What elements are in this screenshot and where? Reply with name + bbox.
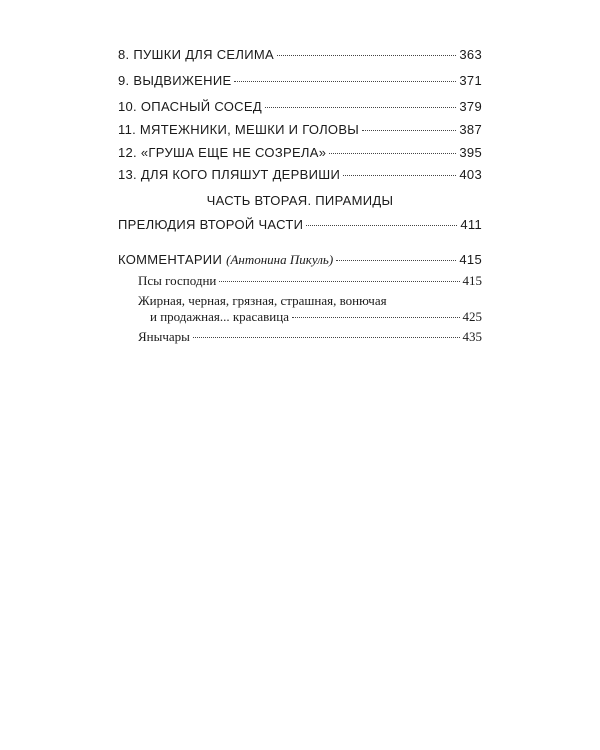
toc-entry-page: 379 bbox=[459, 99, 482, 114]
toc-entry-title: 9. ВЫДВИЖЕНИЕ bbox=[118, 73, 232, 88]
dot-leader bbox=[343, 175, 456, 176]
toc-entry-title: Псы господни bbox=[138, 273, 217, 288]
toc-entry-title: ПРЕЛЮДИЯ ВТОРОЙ ЧАСТИ bbox=[118, 217, 304, 232]
toc-entry-title: Янычары bbox=[138, 329, 190, 344]
dot-leader bbox=[306, 225, 457, 226]
commentary-author: (Антонина Пикуль) bbox=[226, 252, 334, 267]
toc-entry-title: 12. «ГРУША ЕЩЕ НЕ СОЗРЕЛА» bbox=[118, 145, 327, 160]
toc-entry-page: 425 bbox=[462, 309, 482, 324]
toc-entry-title: и продажная... красавица bbox=[150, 309, 289, 324]
toc-subentry-krasavitsa-line1[interactable]: Жирная, черная, грязная, страшная, вонючая bbox=[138, 293, 387, 308]
toc-entry-page: 403 bbox=[459, 167, 482, 182]
dot-leader bbox=[362, 130, 456, 131]
dot-leader bbox=[277, 55, 456, 56]
dot-leader bbox=[193, 337, 460, 338]
toc-entry-chapter-13[interactable] bbox=[118, 166, 482, 184]
toc-entry-prelude[interactable] bbox=[118, 216, 482, 234]
toc-entry-title: 10. ОПАСНЫЙ СОСЕД bbox=[118, 99, 262, 114]
toc-entry-page: 387 bbox=[459, 122, 482, 137]
dot-leader bbox=[219, 281, 459, 282]
toc-entry-page: 395 bbox=[459, 145, 482, 160]
dot-leader bbox=[292, 317, 460, 318]
toc-entry-chapter-11[interactable] bbox=[118, 121, 482, 139]
dot-leader bbox=[329, 153, 456, 154]
toc-entry-title: 13. ДЛЯ КОГО ПЛЯШУТ ДЕРВИШИ bbox=[118, 167, 341, 182]
toc-subentry-yanychary[interactable] bbox=[138, 328, 482, 346]
toc-entry-page: 411 bbox=[460, 217, 482, 232]
toc-subentry-krasavitsa[interactable] bbox=[150, 308, 482, 326]
toc-entry-chapter-10[interactable] bbox=[118, 98, 482, 116]
toc-entry-page: 371 bbox=[459, 73, 482, 88]
toc-entry-page: 435 bbox=[462, 329, 482, 344]
dot-leader bbox=[265, 107, 456, 108]
toc-entry-page: 363 bbox=[459, 47, 482, 62]
toc-entry-title: 11. МЯТЕЖНИКИ, МЕШКИ И ГОЛОВЫ bbox=[118, 122, 360, 137]
toc-entry-title: КОММЕНТАРИИ bbox=[118, 252, 223, 267]
toc-entry-page: 415 bbox=[459, 252, 482, 267]
toc-entry-chapter-8[interactable] bbox=[118, 46, 482, 64]
toc-subentry-psy-gospodni[interactable] bbox=[138, 272, 482, 290]
toc-entry-chapter-9[interactable] bbox=[118, 72, 482, 90]
part-two-heading: ЧАСТЬ ВТОРАЯ. ПИРАМИДЫ bbox=[206, 193, 394, 208]
toc-entry-chapter-12[interactable] bbox=[118, 144, 482, 162]
dot-leader bbox=[234, 81, 456, 82]
toc-entry-title: 8. ПУШКИ ДЛЯ СЕЛИМА bbox=[118, 47, 274, 62]
toc-entry-commentary[interactable] bbox=[118, 251, 482, 269]
dot-leader bbox=[336, 260, 456, 261]
toc-entry-page: 415 bbox=[462, 273, 482, 288]
